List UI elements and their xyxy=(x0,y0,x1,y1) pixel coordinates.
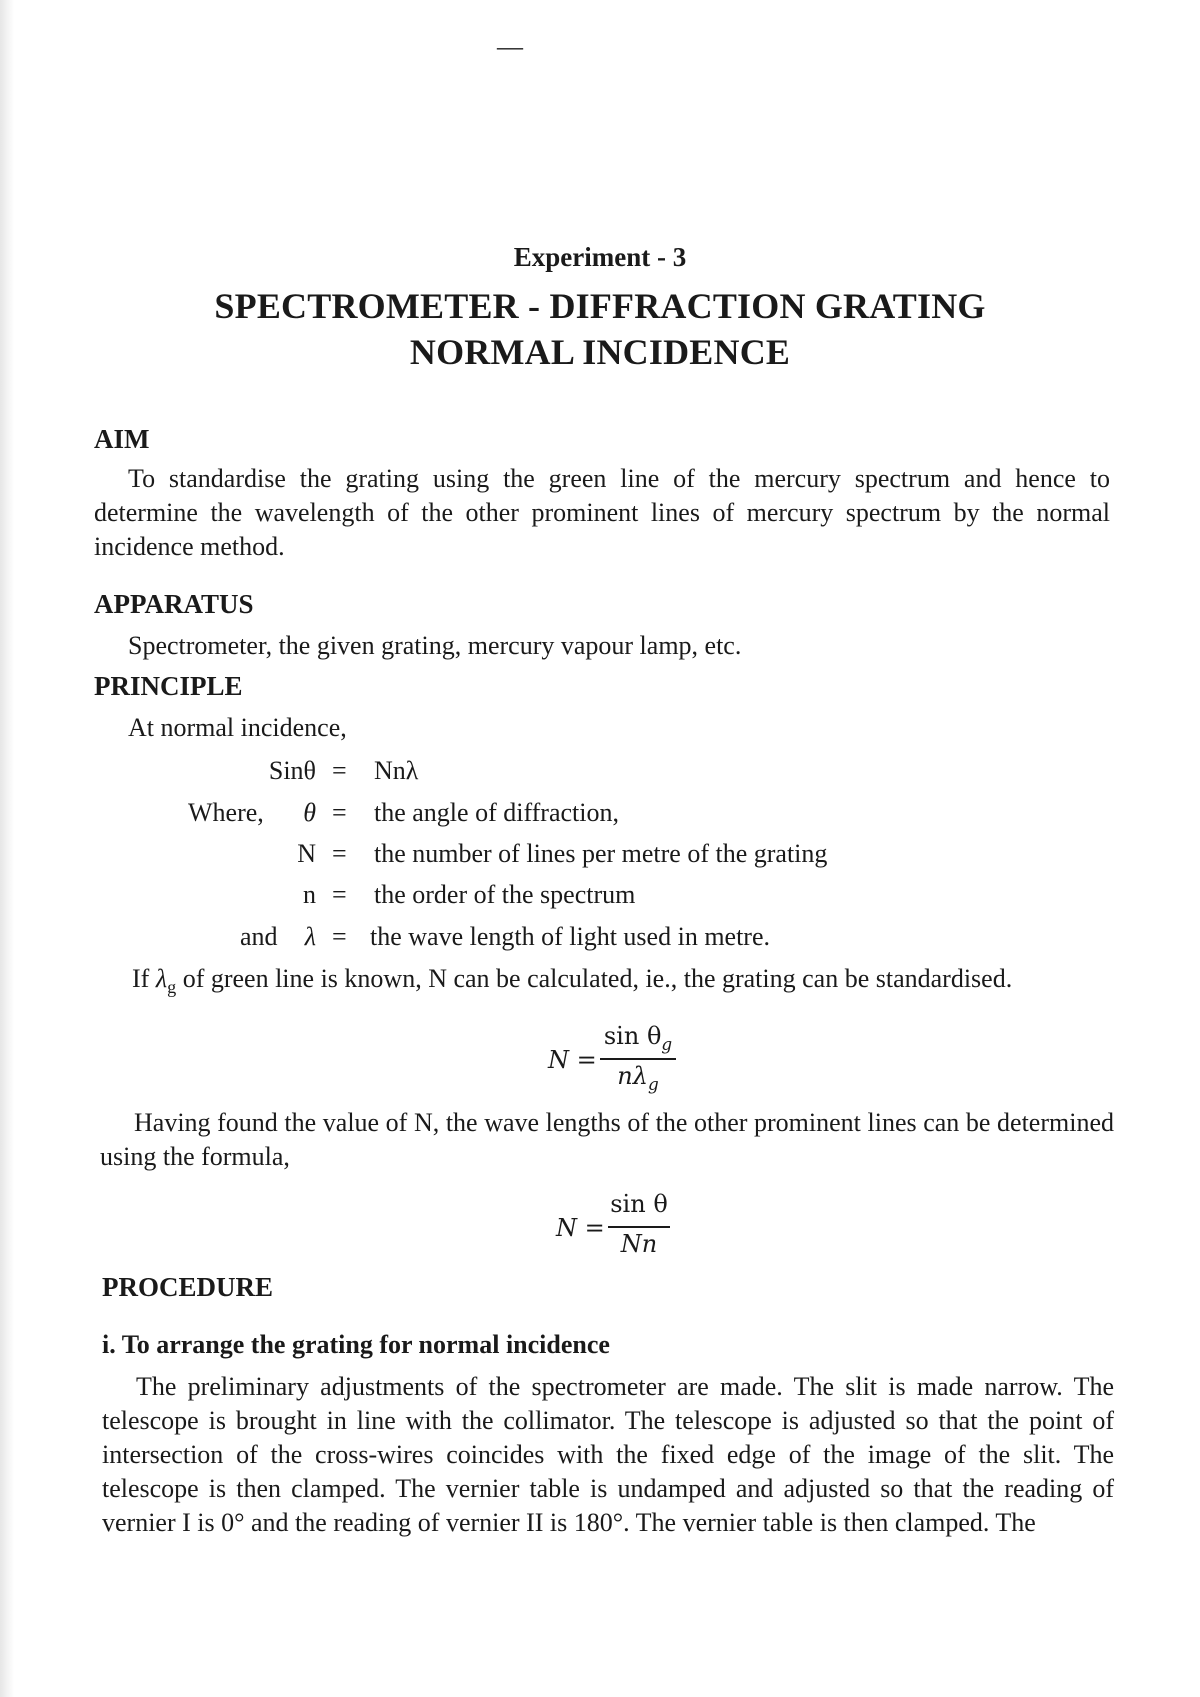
procedure-subheading: i. To arrange the grating for normal incidence xyxy=(102,1330,610,1359)
def-text: the wave length of light used in metre. xyxy=(370,922,771,951)
equals-sign: = xyxy=(332,756,347,785)
def-text: the number of lines per metre of the grating xyxy=(374,839,828,868)
principle-intro: At normal incidence, xyxy=(128,713,347,742)
where-label: Where, xyxy=(188,798,264,827)
def-symbol: θ xyxy=(303,798,316,827)
apparatus-heading: APPARATUS xyxy=(94,589,254,619)
having-found-text: Having found the value of N, the wave lengths of the other prominent lines can be determined using the formula, xyxy=(100,1108,1114,1171)
formula-wavelength xyxy=(556,1190,676,1270)
def-symbol: N xyxy=(297,839,316,868)
top-mark: — xyxy=(497,32,523,61)
title-line-2: NORMAL INCIDENCE xyxy=(409,332,791,372)
formula-standardise xyxy=(548,1022,678,1102)
formula-denominator: Nn xyxy=(620,1230,658,1258)
formula-lhs: N = xyxy=(548,1046,597,1074)
equals-sign: = xyxy=(332,798,347,827)
equals-sign: = xyxy=(332,880,347,909)
def-symbol: n xyxy=(303,880,316,909)
def-symbol: λ xyxy=(304,922,316,951)
standardise-text: If $\lambda_g$ of green line is known, N can be calculated, ie., the grating can be standardised. xyxy=(132,964,1013,998)
procedure-heading: PROCEDURE xyxy=(102,1272,274,1302)
equals-sign: = xyxy=(332,922,347,951)
aim-heading: AIM xyxy=(94,424,150,454)
formula-lhs: N = xyxy=(556,1214,605,1242)
equals-sign: = xyxy=(332,839,347,868)
def-text: the angle of diffraction, xyxy=(374,798,619,827)
title-line-1: SPECTROMETER - DIFFRACTION GRATING xyxy=(214,286,986,326)
and-label: and xyxy=(240,922,278,951)
def-text: the order of the spectrum xyxy=(374,880,636,909)
experiment-label: Experiment - 3 xyxy=(513,242,687,272)
apparatus-text: Spectrometer, the given grating, mercury vapour lamp, etc. xyxy=(128,631,742,660)
formula-numerator: sin θ xyxy=(610,1190,668,1218)
equation-rhs: Nnλ xyxy=(374,756,419,785)
fraction-bar xyxy=(608,1226,670,1228)
equation-lhs: Sinθ xyxy=(268,756,316,785)
formula-numerator: $\sin \theta_g$ xyxy=(603,1022,673,1054)
fraction-bar xyxy=(600,1058,676,1060)
aim-text: To standardise the grating using the green line of the mercury spectrum and hence to determine the wavelength of the other prominent lines of mercury spectrum by the normal incidence method. xyxy=(94,464,1110,561)
principle-heading: PRINCIPLE xyxy=(94,671,243,701)
formula-denominator: $n\lambda_g$ xyxy=(617,1062,659,1094)
procedure-text: The preliminary adjustments of the spectrometer are made. The slit is made narrow. The telescope is brought in line with the collimator. The telescope is adjusted so that the point of intersection of the cross-wires coincides with the fixed edge of the image of the slit. The telescope is then clamped. The vernier table is undamped and adjusted so that the reading of vernier I is 0° and the reading of vernier II is 180°. The vernier table is then clamped. The xyxy=(102,1372,1114,1537)
